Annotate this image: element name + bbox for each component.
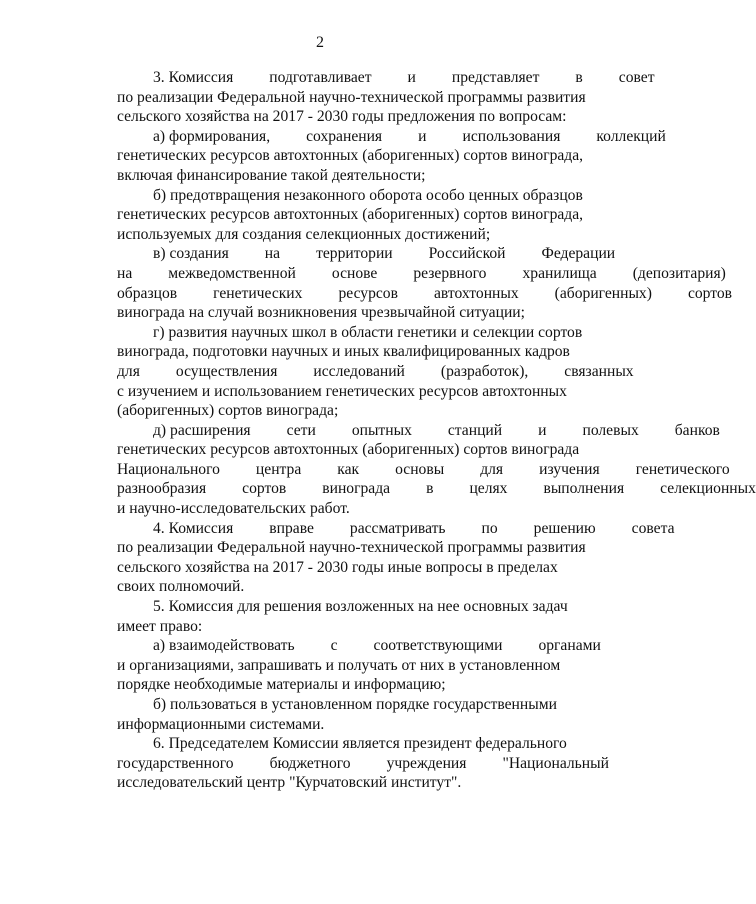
text-line [81, 519, 675, 539]
text-line: сельского хозяйства на 2017 - 2030 годы иные вопросы в пределах [117, 558, 558, 576]
text-line: исследовательский центр "Курчатовский институт". [117, 774, 462, 792]
document-body [81, 68, 756, 793]
word: исследований [313, 362, 405, 380]
word: изучения [539, 460, 600, 478]
text-line: по реализации Федеральной научно-технической программы развития [117, 539, 586, 557]
paragraph [81, 519, 675, 597]
text-line: порядке необходимые материалы и информацию; [117, 676, 446, 694]
text-line: (аборигенных) сортов винограда; [117, 402, 339, 420]
word: (депозитария) [632, 264, 726, 282]
text-line: 5. Комиссия для решения возложенных на нее основных задач [153, 598, 568, 616]
word: целях [469, 480, 508, 498]
word: для [480, 460, 504, 478]
text-line [81, 636, 601, 656]
word: в) создания [153, 245, 229, 263]
word: разнообразия [117, 480, 207, 498]
word: а) формирования, [153, 127, 271, 145]
text-line [81, 244, 616, 264]
word: связанных [564, 362, 634, 380]
paragraph [81, 127, 666, 186]
paragraph [81, 186, 584, 245]
word: ресурсов [338, 284, 398, 302]
word: сортов [242, 480, 287, 498]
word: коллекций [596, 127, 666, 145]
text-line: б) предотвращения незаконного оборота особо ценных образцов [153, 186, 583, 204]
word: органами [538, 637, 601, 655]
paragraph [81, 421, 756, 519]
word: (разработок), [440, 362, 529, 380]
word: соответствующими [373, 637, 503, 655]
word: с [330, 637, 338, 655]
word: (аборигенных) [554, 284, 652, 302]
paragraph [81, 323, 634, 421]
text-line [81, 264, 726, 284]
word: и [538, 421, 547, 439]
word: вправе [269, 519, 314, 537]
text-line: генетических ресурсов автохтонных (аборигенных) сортов винограда [117, 441, 580, 459]
text-line [81, 362, 634, 382]
paragraph [81, 244, 733, 322]
word: в [426, 480, 434, 498]
paragraph [81, 695, 561, 734]
text-line: винограда на случай возникновения чрезвычайной ситуации; [117, 304, 525, 322]
word: резервного [413, 264, 487, 282]
word: Федерации [541, 245, 616, 263]
page-number: 2 [316, 34, 324, 51]
word: и [418, 127, 427, 145]
text-line: генетических ресурсов автохтонных (аборигенных) сортов винограда, [117, 147, 584, 165]
text-line [81, 460, 730, 480]
word: станций [447, 421, 503, 439]
word: д) расширения [153, 421, 251, 439]
word: сети [286, 421, 316, 439]
word: рассматривать [349, 519, 446, 537]
text-line: винограда, подготовки научных и иных квалифицированных кадров [117, 343, 570, 361]
text-line: с изучением и использованием генетических ресурсов автохтонных [117, 382, 567, 400]
text-line: имеет право: [117, 617, 203, 635]
text-line: включая финансирование такой деятельности; [117, 166, 426, 184]
word: совета [631, 519, 675, 537]
text-line: г) развития научных школ в области генетики и селекции сортов [153, 323, 583, 341]
text-line [81, 421, 720, 441]
text-line: сельского хозяйства на 2017 - 2030 годы предложения по вопросам: [117, 108, 567, 126]
text-line [81, 284, 733, 304]
word: по [481, 519, 498, 537]
word: 4. Комиссия [153, 519, 234, 537]
paragraph [81, 597, 568, 636]
word: учреждения [386, 754, 467, 772]
word: осуществления [175, 362, 278, 380]
paragraph [81, 68, 655, 127]
text-line: своих полномочий. [117, 578, 245, 596]
text-line [81, 68, 655, 88]
text-line: по реализации Федеральной научно-технической программы развития [117, 88, 586, 106]
word: использования [462, 127, 561, 145]
paragraph [81, 636, 601, 695]
text-line: и научно-исследовательских работ. [117, 500, 350, 518]
word: хранилища [522, 264, 597, 282]
word: образцов [117, 284, 178, 302]
word: межведомственной [168, 264, 296, 282]
word: и [407, 69, 416, 86]
word: сохранения [306, 127, 383, 145]
text-line: информационными системами. [117, 715, 325, 733]
word: территории [316, 245, 393, 263]
word: бюджетного [269, 754, 351, 772]
word: 3. Комиссия [153, 69, 234, 86]
word: совет [618, 69, 655, 86]
word: как [337, 460, 360, 478]
word: на [264, 245, 281, 263]
word: на [117, 264, 133, 282]
word: центра [255, 460, 302, 478]
text-line: используемых для создания селекционных достижений; [117, 225, 491, 243]
word: решению [533, 519, 596, 537]
word: генетического [635, 460, 730, 478]
text-line: б) пользоваться в установленном порядке государственными [153, 696, 557, 713]
text-line: и организациями, запрашивать и получать от них в установленном [117, 656, 561, 674]
word: основе [331, 264, 378, 282]
paragraph [81, 734, 609, 793]
word: сортов [687, 284, 733, 302]
word: представляет [451, 69, 540, 86]
text-line [81, 479, 756, 499]
word: в [575, 69, 583, 86]
word: банков [674, 421, 720, 439]
word: государственного [117, 754, 234, 772]
word: Национального [117, 460, 220, 478]
text-line: генетических ресурсов автохтонных (аборигенных) сортов винограда, [117, 206, 584, 224]
word: выполнения [543, 480, 625, 498]
text-line: 6. Председателем Комиссии является президент федерального [153, 735, 567, 753]
word: "Национальный [502, 754, 609, 772]
word: а) взаимодействовать [153, 637, 295, 655]
word: автохтонных [433, 284, 519, 302]
word: для [117, 362, 140, 380]
word: основы [395, 460, 445, 478]
text-line [81, 754, 609, 774]
word: селекционных [660, 480, 756, 498]
word: Российской [428, 245, 506, 263]
text-line [81, 127, 666, 147]
word: полевых [582, 421, 639, 439]
word: опытных [351, 421, 412, 439]
word: винограда [322, 480, 391, 498]
word: генетических [213, 284, 303, 302]
word: подготавливает [269, 69, 372, 86]
